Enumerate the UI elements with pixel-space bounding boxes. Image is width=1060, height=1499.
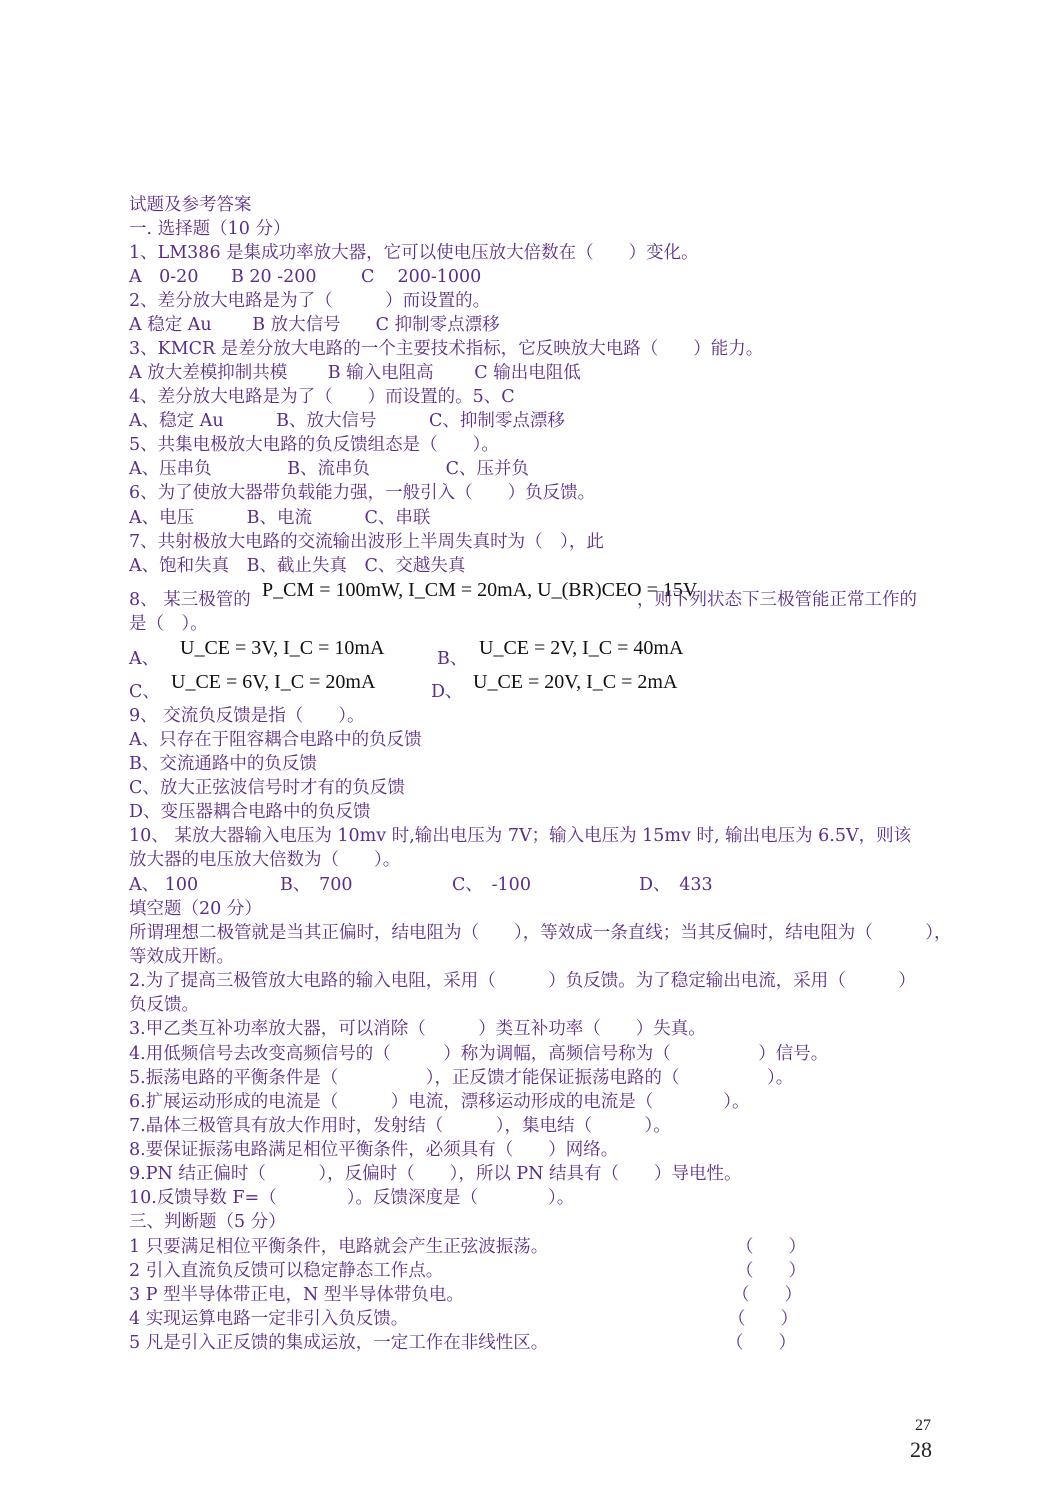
q8-option-c: U_CE = 6V, I_C = 20mA xyxy=(171,671,376,693)
section1-heading: 一. 选择题（10 分） xyxy=(129,219,291,239)
page-number-large: 28 xyxy=(910,1437,932,1462)
fill-3: 3.甲乙类互补功率放大器，可以消除（ ）类互补功率（ ）失真。 xyxy=(129,1019,706,1039)
q8-option-b-label: B、 xyxy=(437,649,468,669)
q8-option-a-label: A、 xyxy=(129,649,160,669)
q8-option-c-label: C、 xyxy=(129,682,160,702)
q3-options: A 放大差模抑制共模 B 输入电阻高 C 输出电阻低 xyxy=(129,363,581,383)
judge-4-bracket: （ ） xyxy=(728,1309,798,1329)
q10-option-c: C、 -100 xyxy=(452,875,531,895)
q8-option-a: U_CE = 3V, I_C = 10mA xyxy=(180,637,385,659)
question-6: 6、为了使放大器带负载能力强，一般引入（ ）负反馈。 xyxy=(129,483,596,503)
q9-option-a: A、只存在于阻容耦合电路中的负反馈 xyxy=(129,730,422,750)
q1-option-c: C 200-1000 xyxy=(361,267,482,287)
q8-formula: P_CM = 100mW, I_CM = 20mA, U_(BR)CEO = 15V xyxy=(262,579,698,601)
question-5: 5、共集电极放大电路的负反馈组态是（ ）。 xyxy=(129,435,499,455)
fill-4: 4.用低频信号去改变高频信号的（ ）称为调幅，高频信号称为（ ）信号。 xyxy=(129,1044,829,1064)
q10-option-d: D、 433 xyxy=(639,875,713,895)
q9-option-b: B、交流通路中的负反馈 xyxy=(129,754,317,774)
question-7: 7、共射极放大电路的交流输出波形上半周失真时为（ ），此 xyxy=(129,532,604,552)
q2-options: A 稳定 Au B 放大信号 C 抑制零点漂移 xyxy=(129,315,500,335)
q9-option-c: C、放大正弦波信号时才有的负反馈 xyxy=(129,778,405,798)
question-8-prefix: 8、 某三极管的 xyxy=(129,590,251,610)
page-number-small: 27 xyxy=(915,1417,931,1434)
q5-options: A、压串负 B、流串负 C、压并负 xyxy=(129,459,530,479)
question-4: 4、差分放大电路是为了（ ）而设置的。5、C xyxy=(129,387,515,407)
fill-6: 6.扩展运动形成的电流是（ ）电流，漂移运动形成的电流是（ ）。 xyxy=(129,1092,750,1112)
q4-options: A、稳定 Au B、放大信号 C、抑制零点漂移 xyxy=(129,411,565,431)
question-2: 2、差分放大电路是为了（ ）而设置的。 xyxy=(129,291,491,311)
question-8-cont: 是（ ）。 xyxy=(129,614,208,634)
q8-option-b: U_CE = 2V, I_C = 40mA xyxy=(479,637,684,659)
fill-7: 7.晶体三极管具有放大作用时，发射结（ ），集电结（ ）。 xyxy=(129,1116,671,1136)
judge-1-bracket: （ ） xyxy=(736,1237,806,1257)
fill-1-cont: 等效成开断。 xyxy=(129,947,234,967)
fill-10: 10.反馈导数 F=（ ）。反馈深度是（ ）。 xyxy=(129,1188,575,1208)
fill-8: 8.要保证振荡电路满足相位平衡条件，必须具有（ ）网络。 xyxy=(129,1140,619,1160)
q7-options: A、饱和失真 B、截止失真 C、交越失真 xyxy=(129,556,466,576)
q1-option-a: A 0-20 xyxy=(129,267,199,287)
q8-option-d-label: D、 xyxy=(431,682,463,702)
q8-option-d: U_CE = 20V, I_C = 2mA xyxy=(473,671,678,693)
q6-options: A、电压 B、电流 C、串联 xyxy=(129,508,431,528)
question-9: 9、 交流负反馈是指（ ）。 xyxy=(129,706,365,726)
q9-option-d: D、变压器耦合电路中的负反馈 xyxy=(129,802,371,822)
judge-2: 2 引入直流负反馈可以稳定静态工作点。 xyxy=(129,1261,444,1281)
judge-5-bracket: （ ） xyxy=(726,1333,796,1353)
fill-9: 9.PN 结正偏时（ ），反偏时（ ），所以 PN 结具有（ ）导电性。 xyxy=(129,1164,742,1184)
fill-2: 2.为了提高三极管放大电路的输入电阻，采用（ ）负反馈。为了稳定输出电流，采用（ ） xyxy=(129,971,916,991)
question-8-suffix: ，则下列状态下三极管能正常工作的 xyxy=(637,590,917,610)
doc-title: 试题及参考答案 xyxy=(129,195,252,215)
question-10-cont: 放大器的电压放大倍数为（ ）。 xyxy=(129,850,401,870)
judge-3-bracket: （ ） xyxy=(732,1285,802,1305)
fill-1: 所谓理想二极管就是当其正偏时，结电阻为（ ），等效成一条直线；当其反偏时，结电阻为（ ）， xyxy=(129,923,952,943)
judge-2-bracket: （ ） xyxy=(736,1261,806,1281)
judge-1: 1 只要满足相位平衡条件，电路就会产生正弦波振荡。 xyxy=(129,1237,549,1257)
judge-3: 3 P 型半导体带正电，N 型半导体带负电。 xyxy=(129,1285,464,1305)
fill-2-cont: 负反馈。 xyxy=(129,995,199,1015)
question-10: 10、 某放大器输入电压为 10mv 时,输出电压为 7V；输入电压为 15mv 时, 输出电压为 6.5V，则该 xyxy=(129,826,912,846)
judge-5: 5 凡是引入正反馈的集成运放，一定工作在非线性区。 xyxy=(129,1333,549,1353)
section3-heading: 三、判断题（5 分） xyxy=(129,1212,286,1232)
fill-5: 5.振荡电路的平衡条件是（ ），正反馈才能保证振荡电路的（ ）。 xyxy=(129,1068,794,1088)
q1-option-b: B 20 -200 xyxy=(231,267,317,287)
q10-option-b: B、 700 xyxy=(280,875,353,895)
section2-heading: 填空题（20 分） xyxy=(129,899,262,919)
judge-4: 4 实现运算电路一定非引入负反馈。 xyxy=(129,1309,409,1329)
q10-option-a: A、 100 xyxy=(129,875,199,895)
question-1: 1、LM386 是集成功率放大器，它可以使电压放大倍数在（ ）变化。 xyxy=(129,243,699,263)
question-3: 3、KMCR 是差分放大电路的一个主要技术指标，它反映放大电路（ ）能力。 xyxy=(129,339,764,359)
